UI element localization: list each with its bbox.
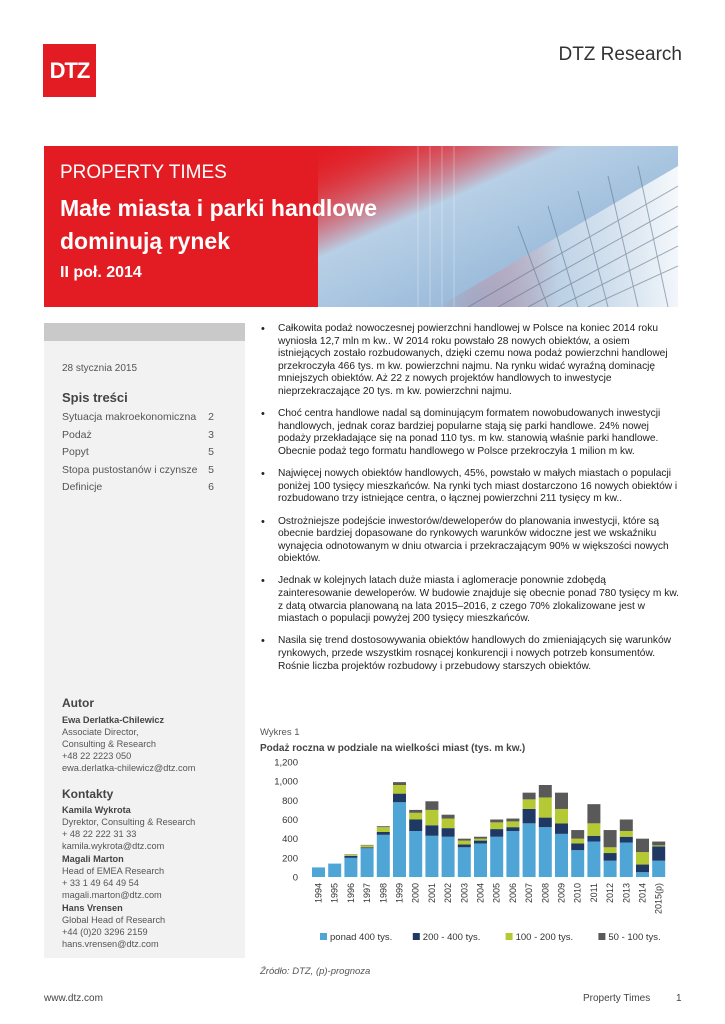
bar-segment xyxy=(425,810,438,825)
bar-segment xyxy=(555,793,568,809)
bar-segment xyxy=(587,804,600,823)
bar-segment xyxy=(523,823,536,877)
bar-segment xyxy=(474,839,487,841)
legend-swatch xyxy=(413,933,420,940)
bar-segment xyxy=(490,829,503,837)
bar-segment xyxy=(361,848,374,877)
x-tick-label: 2006 xyxy=(507,883,518,904)
x-tick-label: 2010 xyxy=(572,883,583,904)
contact-role: Dyrektor, Consulting & Research xyxy=(62,817,196,827)
bar-segment xyxy=(425,801,438,810)
legend-label: 50 - 100 tys. xyxy=(608,932,661,943)
bar-segment xyxy=(344,856,357,858)
toc-item-label: Podaż xyxy=(62,428,92,441)
x-tick-label: 2003 xyxy=(459,883,470,904)
bar-segment xyxy=(604,861,617,877)
bar-segment xyxy=(474,837,487,839)
contact-role: Global Head of Research xyxy=(62,915,166,925)
y-tick-label: 1,000 xyxy=(274,776,298,788)
bar-segment xyxy=(636,839,649,852)
bar-segment xyxy=(604,847,617,853)
toc-item[interactable] xyxy=(62,427,214,445)
figure-title: Podaż roczna w podziale na wielkości miast (tys. m kw.) xyxy=(260,743,526,754)
author-email[interactable]: ewa.derlatka-chilewicz@dtz.com xyxy=(62,763,196,773)
bar-segment xyxy=(377,832,390,835)
legend-label: ponad 400 tys. xyxy=(330,932,393,943)
bar-segment xyxy=(377,827,390,832)
y-tick-label: 0 xyxy=(292,872,298,884)
x-tick-label: 2012 xyxy=(605,883,616,904)
contact-name: Kamila Wykrota xyxy=(62,805,131,815)
bar-segment xyxy=(587,836,600,842)
bullet-point: • Całkowita podaż nowoczesnej powierzchni handlowej w Polsce na koniec 2014 roku wyniosła 12,7 mln m kw.. W 2014 roku powstało 28 nowych obiektów, a osiem istniejących zostało rozbudowanych, dzięki czemu nowa podaż powierzchni handlowej przekroczyła 466 tys. m kw. powierzchni najmu. Na rynku widać wyraźną dominację mniejszych obiektów. Aż 22 z nowych projektów handlowych to inwestycje nieprzekraczające 20 tys. m kw. powierzchni najmu. xyxy=(260,323,680,399)
bar-segment xyxy=(442,819,455,829)
bar-segment xyxy=(474,841,487,844)
toc-item-page: 5 xyxy=(208,463,214,476)
legend-label: 100 - 200 tys. xyxy=(515,932,574,943)
bar-segment xyxy=(571,830,584,839)
x-tick-label: 2002 xyxy=(443,883,454,904)
bar-segment xyxy=(506,831,519,877)
x-tick-label: 2007 xyxy=(524,883,535,904)
bar-segment xyxy=(539,827,552,877)
bar-segment xyxy=(539,785,552,797)
bar-segment xyxy=(604,853,617,861)
contact-card xyxy=(62,853,242,901)
bar-segment xyxy=(555,834,568,877)
bar-segment xyxy=(506,819,519,822)
x-tick-label: 1995 xyxy=(329,883,340,904)
toc-item[interactable] xyxy=(62,444,214,462)
toc-title: Spis treści xyxy=(62,390,128,405)
bar-segment xyxy=(409,820,422,832)
sidebar xyxy=(44,323,245,958)
bullet-point: • Ostrożniejsze podejście inwestorów/deweloperów do planowania inwestycji, które są obecnie bardziej dopasowane do rynkowych warunków widoczne jest we wskaźniku wynajęcia odnotowanym w dniu otwarcia i przekraczającym 90% w większości nowych obiektów. xyxy=(260,516,680,566)
author-dept: Consulting & Research xyxy=(62,739,156,749)
bar-segment xyxy=(458,839,471,841)
x-tick-label: 2009 xyxy=(556,883,567,904)
bar-segment xyxy=(636,872,649,877)
x-tick-label: 1999 xyxy=(394,883,405,904)
bar-segment xyxy=(312,867,325,877)
figure-source: Źródło: DTZ, (p)-prognoza xyxy=(260,966,371,977)
page-title: Małe miasta i parki handlowe dominują rynek xyxy=(60,195,377,254)
y-tick-label: 200 xyxy=(282,853,298,865)
bullet-point: • Nasila się trend dostosowywania obiektów handlowych do zmieniających się warunków rynkowych, przede wszystkim rosnącej konkurencji i nowych potrzeb konsumentów. Rośnie liczba projektów rozbudowy i przebudowy starszych obiektów. xyxy=(260,635,680,673)
bar-segment xyxy=(571,850,584,877)
bar-segment xyxy=(474,843,487,877)
bar-segment xyxy=(571,839,584,844)
bar-segment xyxy=(587,823,600,835)
bar-segment xyxy=(652,842,665,846)
contacts-title: Kontakty xyxy=(62,787,114,801)
supply-chart xyxy=(260,754,680,954)
bar-segment xyxy=(442,837,455,877)
footer-publication: Property Times xyxy=(583,993,651,1004)
bar-segment xyxy=(458,844,471,847)
bar-segment xyxy=(523,799,536,809)
key-points xyxy=(260,323,680,683)
bar-segment xyxy=(652,846,665,860)
bullet-point: • Jednak w kolejnych latach duże miasta i aglomeracje ponownie zdobędą zainteresowanie deweloperów. W budowie znajduje się obecnie ponad 780 tysięcy m kw. z datą otwarcia planowaną na lata 2015–2016, z czego 70% zlokalizowane jest w miastach o populacji powyżej 200 tysięcy mieszkańców. xyxy=(260,575,680,625)
bar-segment xyxy=(490,837,503,877)
x-tick-label: 2014 xyxy=(637,883,648,904)
bar-segment xyxy=(425,836,438,877)
series-label: PROPERTY TIMES xyxy=(60,162,227,183)
page-number: 1 xyxy=(676,993,682,1004)
author-role: Associate Director, xyxy=(62,727,139,737)
bullet-point: • Najwięcej nowych obiektów handlowych, 45%, powstało w małych miastach o populacji poniżej 100 tysięcy mieszkańców. Na rynki tych miast dostarczono 16 nowych obiektów i rozbudowano trzy istniejące centra, o łącznej powierzchni 211 tysięcy m kw.. xyxy=(260,468,680,506)
bar-segment xyxy=(555,809,568,823)
toc-item-page: 3 xyxy=(208,428,214,441)
bar-segment xyxy=(555,823,568,834)
x-tick-label: 2013 xyxy=(621,883,632,904)
toc-item-page: 2 xyxy=(208,411,214,423)
contact-phone: + 33 1 49 64 49 54 xyxy=(62,878,139,888)
bar-segment xyxy=(587,842,600,877)
bar-segment xyxy=(377,826,390,827)
bar-segment xyxy=(506,827,519,831)
dtz-logo: DTZ xyxy=(43,44,96,97)
contact-email[interactable]: kamila.wykrota@dtz.com xyxy=(62,841,165,851)
publication-date: 28 stycznia 2015 xyxy=(62,363,138,374)
bar-segment xyxy=(636,865,649,873)
research-label: DTZ Research xyxy=(558,44,682,65)
contact-phone: + 48 22 222 31 33 xyxy=(62,829,137,839)
y-tick-label: 600 xyxy=(282,815,298,826)
author-card xyxy=(62,714,242,774)
bar-segment xyxy=(620,843,633,878)
author-name: Ewa Derlatka-Chilewicz xyxy=(62,715,165,725)
bar-segment xyxy=(604,830,617,847)
x-tick-label: 2005 xyxy=(491,883,502,904)
toc-item-label: Definicje xyxy=(62,481,103,493)
contact-phone: +44 (0)20 3296 2159 xyxy=(62,927,148,937)
title-banner xyxy=(44,146,678,307)
bar-segment xyxy=(393,794,406,803)
bar-segment xyxy=(409,831,422,877)
period-label: II poł. 2014 xyxy=(60,264,142,281)
x-tick-label: 2011 xyxy=(588,883,599,903)
x-tick-label: 2001 xyxy=(426,883,437,904)
x-tick-label: 1998 xyxy=(378,883,389,904)
toc-item-label: Stopa pustostanów i czynsze xyxy=(62,463,198,476)
y-tick-label: 1,200 xyxy=(274,757,298,769)
bar-segment xyxy=(523,809,536,823)
y-tick-label: 400 xyxy=(282,834,298,846)
legend-label: 200 - 400 tys. xyxy=(422,932,481,943)
bar-segment xyxy=(458,847,471,877)
x-tick-label: 2000 xyxy=(410,883,421,904)
bar-segment xyxy=(442,828,455,837)
bar-segment xyxy=(442,815,455,819)
bar-segment xyxy=(636,852,649,864)
bar-segment xyxy=(652,861,665,877)
bar-segment xyxy=(652,845,665,846)
bar-segment xyxy=(620,831,633,837)
bar-segment xyxy=(377,835,390,877)
x-tick-label: 2004 xyxy=(475,883,486,904)
toc-item[interactable] xyxy=(62,462,214,480)
toc-item-label: Popyt xyxy=(62,446,89,458)
contact-name: Hans Vrensen xyxy=(62,903,123,913)
figure-label: Wykres 1 xyxy=(260,727,300,738)
bar-segment xyxy=(328,864,341,877)
bar-segment xyxy=(344,855,357,856)
x-tick-label: 1997 xyxy=(362,883,373,904)
bar-segment xyxy=(361,847,374,848)
contact-email[interactable]: hans.vrensen@dtz.com xyxy=(62,939,159,949)
bar-segment xyxy=(523,793,536,800)
bar-segment xyxy=(620,820,633,832)
toc-item-page: 5 xyxy=(208,446,214,458)
footer-url[interactable]: www.dtz.com xyxy=(44,993,103,1004)
contact-email[interactable]: magali.marton@dtz.com xyxy=(62,890,162,900)
contact-name: Magali Marton xyxy=(62,854,124,864)
toc-item-page: 6 xyxy=(208,481,214,493)
bar-segment xyxy=(409,810,422,813)
toc-item-label: Sytuacja makroekonomiczna xyxy=(62,411,197,423)
bullet-point: • Choć centra handlowe nadal są dominującym formatem nowobudowanych inwestycji handlowych, jednak coraz bardziej popularne stają się parki handlowe. 24% nowej podaży przekładające się na ponad 110 tys. m kw. stanowią właśnie parki handlowe. Obecnie podaż tego formatu handlowego w Polsce przekroczyła 1 milion m kw. xyxy=(260,408,680,458)
toc-item[interactable] xyxy=(62,479,214,497)
bar-segment xyxy=(539,818,552,828)
bar-segment xyxy=(393,802,406,877)
bar-segment xyxy=(344,858,357,877)
bar-segment xyxy=(490,822,503,829)
contact-card xyxy=(62,902,242,950)
legend-swatch xyxy=(598,933,605,940)
x-tick-label: 1996 xyxy=(345,883,356,904)
bar-segment xyxy=(425,825,438,836)
toc-item[interactable] xyxy=(62,409,214,427)
x-tick-label: 2015(p) xyxy=(653,883,664,915)
bar-segment xyxy=(409,813,422,820)
bar-segment xyxy=(571,843,584,850)
bar-segment xyxy=(361,845,374,847)
bar-segment xyxy=(393,782,406,785)
bar-segment xyxy=(620,837,633,843)
sidebar-header-bar xyxy=(44,323,245,341)
toc xyxy=(62,409,214,497)
x-tick-label: 1994 xyxy=(313,883,324,904)
contact-role: Head of EMEA Research xyxy=(62,866,165,876)
legend-swatch xyxy=(320,933,327,940)
bar-segment xyxy=(539,797,552,817)
bar-segment xyxy=(490,820,503,823)
bar-segment xyxy=(393,785,406,794)
y-tick-label: 800 xyxy=(282,795,298,807)
legend-swatch xyxy=(506,933,513,940)
x-tick-label: 2008 xyxy=(540,883,551,904)
author-title: Autor xyxy=(62,696,94,710)
bar-segment xyxy=(458,841,471,845)
author-phone: +48 22 2223 050 xyxy=(62,751,132,761)
bar-segment xyxy=(506,821,519,827)
contact-card xyxy=(62,804,242,852)
